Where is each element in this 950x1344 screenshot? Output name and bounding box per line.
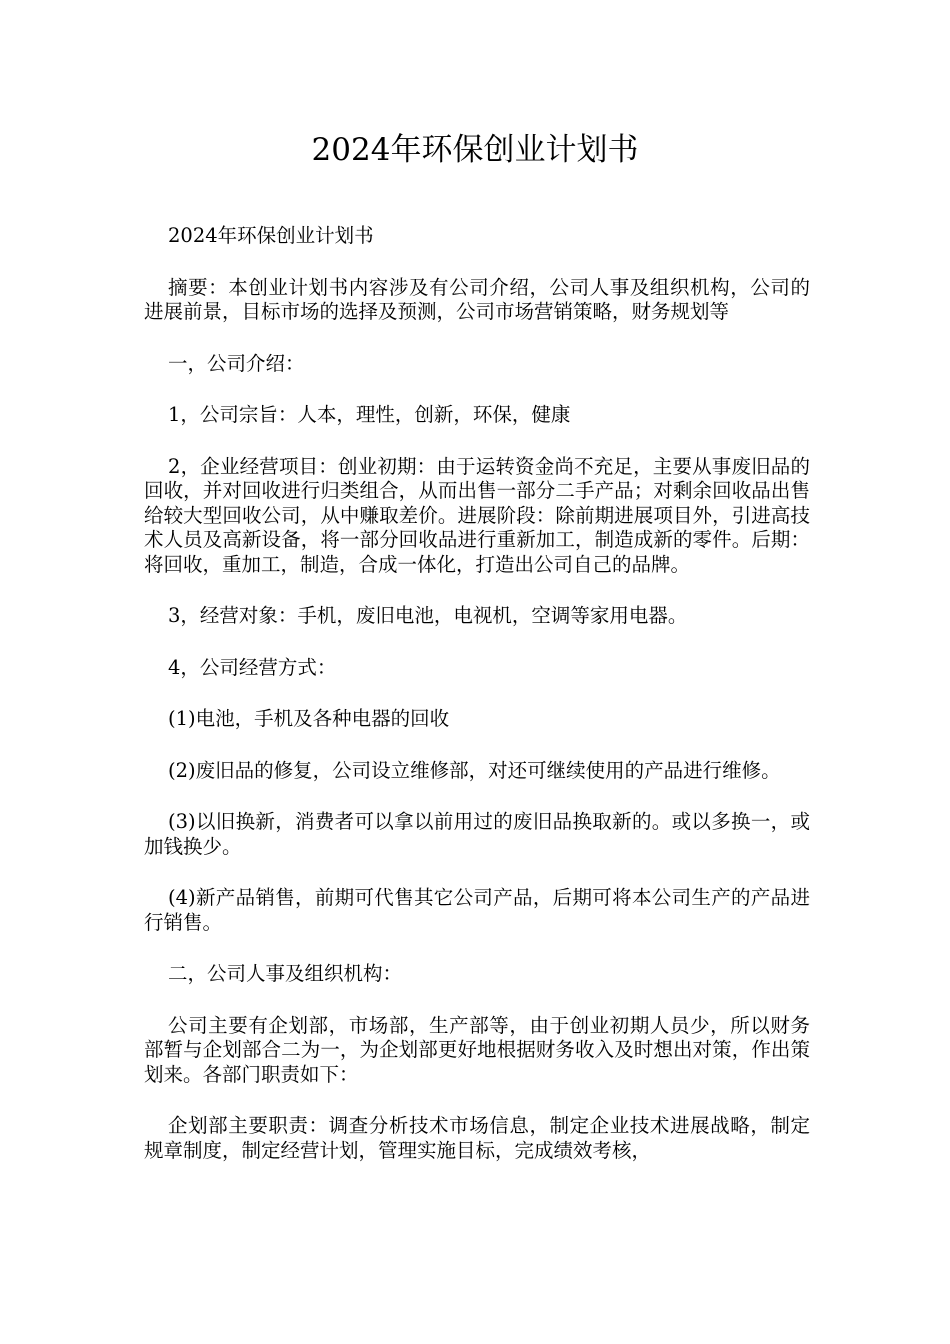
section-heading-personnel: 二，公司人事及组织机构： <box>168 962 403 985</box>
paragraph-business-targets: 3，经营对象：手机，废旧电池，电视机，空调等家用电器。 <box>168 604 688 627</box>
paragraph-abstract: 摘要：本创业计划书内容涉及有公司介绍，公司人事及组织机构，公司的进展前景，目标市场的选择及预测，公司市场营销策略，财务规划等 <box>144 275 810 323</box>
list-item-method-2: (2)废旧品的修复，公司设立维修部，对还可继续使用的产品进行维修。 <box>168 758 781 782</box>
paragraph-company-purpose: 1，公司宗旨：人本，理性，创新，环保，健康 <box>168 403 571 426</box>
list-item-method-3: (3)以旧换新，消费者可以拿以前用过的废旧品换取新的。或以多换一，或加钱换少。 <box>144 810 810 858</box>
section-heading-company-intro: 一，公司介绍： <box>168 351 305 375</box>
document-title: 2024年环保创业计划书 <box>311 132 639 168</box>
list-item-method-1: (1)电池，手机及各种电器的回收 <box>168 707 450 730</box>
paragraph-subtitle: 2024年环保创业计划书 <box>168 224 374 247</box>
paragraph-planning-dept-duties: 企划部主要职责：调查分析技术市场信息，制定企业技术进展战略，制定规章制度，制定经营计划，管理实施目标，完成绩效考核， <box>144 1114 810 1162</box>
paragraph-business-projects: 2，企业经营项目：创业初期：由于运转资金尚不充足，主要从事废旧品的回收，并对回收进行归类组合，从而出售一部分二手产品；对剩余回收品出售给较大型回收公司，从中赚取差价。进展阶段：除前期进展项目外，引进高技术人员及高新设备，将一部分回收品进行重新加工，制造成新的零件。后期：将回收，重加工，制造，合成一体化，打造出公司自己的品牌。 <box>144 454 810 576</box>
document-body <box>144 224 810 1190</box>
paragraph-departments: 公司主要有企划部，市场部，生产部等，由于创业初期人员少，所以财务部暂与企划部合二为一，为企划部更好地根据财务收入及时想出对策，作出策划来。各部门职责如下： <box>144 1013 810 1086</box>
list-item-method-4: (4)新产品销售，前期可代售其它公司产品，后期可将本公司生产的产品进行销售。 <box>144 886 810 934</box>
paragraph-business-methods-heading: 4，公司经营方式： <box>168 655 337 679</box>
